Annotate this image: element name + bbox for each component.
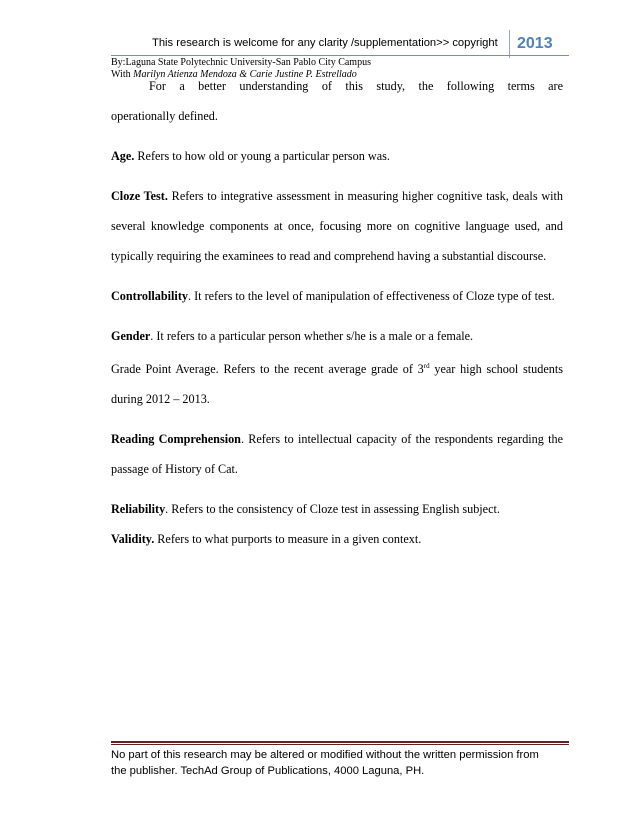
- header-year: 2013: [509, 30, 569, 58]
- document-body: [111, 71, 563, 554]
- definition-text: . Refers to intellectual capacity of the respondents regarding the passage of History of Cat.: [111, 432, 563, 476]
- definition-term: Validity.: [111, 532, 155, 546]
- definition-reliability: [111, 494, 563, 524]
- header-rule: [111, 55, 569, 56]
- definition-term: Reliability: [111, 502, 166, 516]
- footer-text: [111, 747, 571, 779]
- intro-line-1: For a better understanding of this study, the following terms are: [149, 79, 563, 93]
- definition-term: Gender: [111, 329, 151, 343]
- definition-superscript: rd: [423, 361, 430, 370]
- definition-text-before: Grade Point Average. Refers to the recent average grade of 3: [111, 362, 424, 376]
- definition-validity: [111, 524, 563, 554]
- definition-text: . It refers to a particular person whether s/he is a male or a female.: [150, 329, 474, 343]
- definition-text: Refers to how old or young a particular person was.: [134, 149, 390, 163]
- footer-rule-thick: [111, 741, 569, 743]
- definition-text: Refers to integrative assessment in measuring higher cognitive task, deals with several knowledge components at once, focusing more on cognitive language used, and typically requiring the examinees to read and comprehend having a substantial discourse.: [111, 189, 563, 263]
- footer-rule-thin: [111, 744, 569, 745]
- definition-text-after: year high school students during 2012 – 2013.: [111, 362, 563, 406]
- definition-term: Controllability: [111, 289, 188, 303]
- footer-line-1: No part of this research may be altered or modified without the written permission from: [111, 749, 539, 761]
- byline-authors: Marilyn Atienza Mendoza & Carie Justine P. Estrellado: [133, 69, 357, 80]
- definition-gender: [111, 321, 563, 351]
- definition-cloze-test: [111, 181, 563, 271]
- byline-institution: By:Laguna State Polytechnic University-San Pablo City Campus: [111, 57, 371, 68]
- intro-paragraph: [111, 71, 563, 131]
- definition-age: [111, 141, 563, 171]
- footer-line-2: the publisher. TechAd Group of Publications, 4000 Laguna, PH.: [111, 765, 425, 777]
- definition-term: Reading Comprehension: [111, 432, 241, 446]
- header-text: This research is welcome for any clarity /supplementation>> copyright: [152, 37, 498, 49]
- definition-text: Refers to what purports to measure in a given context.: [154, 532, 422, 546]
- definition-text: . It refers to the level of manipulation of effectiveness of Cloze type of test.: [187, 289, 555, 303]
- definition-controllability: [111, 281, 563, 311]
- definition-grade-point-average: [111, 354, 563, 414]
- definition-term: Cloze Test.: [111, 189, 168, 203]
- byline-with: With: [111, 69, 134, 80]
- definition-text: . Refers to the consistency of Cloze test in assessing English subject.: [165, 502, 500, 516]
- definition-term: Age.: [111, 149, 135, 163]
- definition-reading-comprehension: [111, 424, 563, 484]
- intro-line-2: operationally defined.: [111, 109, 218, 123]
